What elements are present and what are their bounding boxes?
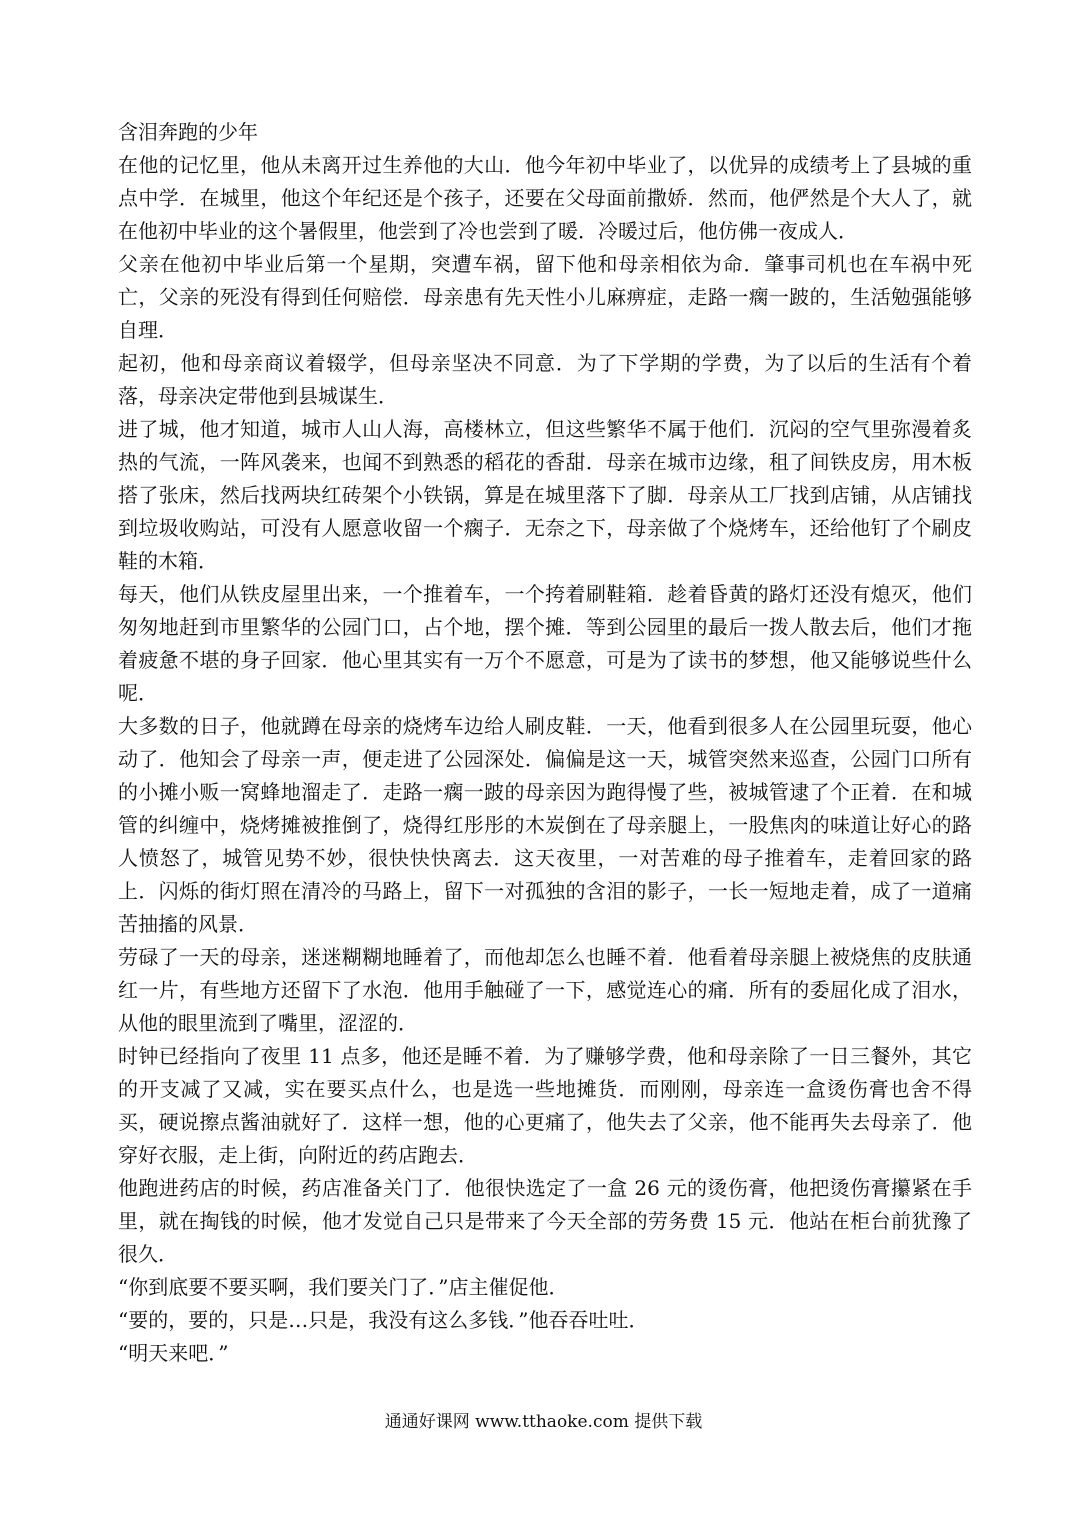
paragraph: “你到底要不要买啊，我们要关门了．”店主催促他． [118,1275,569,1299]
paragraph: “明天来吧．” [118,1341,229,1365]
page-footer: 通通好课网 www.tthaoke.com 提供下载 [384,1412,703,1432]
paragraph: 进了城，他才知道，城市人山人海，高楼林立，但这些繁华不属于他们．沉闷的空气里弥漫着炙热的气流，一阵风袭来，也闻不到熟悉的稻花的香甜．母亲在城市边缘，租了间铁皮房，用木板搭了张床，然后找两块红砖架个小铁锅，算是在城里落下了脚．母亲从工厂找到店铺，从店铺找到垃圾收购站，可没有人愿意收留一个瘸子．无奈之下，母亲做了个烧烤车，还给他钉了个刷皮鞋的木箱． [118,417,972,573]
paragraph: “要的，要的，只是…只是，我没有这么多钱．”他吞吞吐吐． [118,1308,649,1332]
paragraph: 在他的记忆里，他从未离开过生养他的大山．他今年初中毕业了，以优异的成绩考上了县城的重点中学．在城里，他这个年纪还是个孩子，还要在父母面前撒娇．然而，他俨然是个大人了，就在他初中毕业的这个暑假里，他尝到了冷也尝到了暖．冷暖过后，他仿佛一夜成人． [118,153,972,243]
paragraph: 劳碌了一天的母亲，迷迷糊糊地睡着了，而他却怎么也睡不着．他看着母亲腿上被烧焦的皮肤通红一片，有些地方还留下了水泡．他用手触碰了一下，感觉连心的痛．所有的委屈化成了泪水，从他的眼里流到了嘴里，涩涩的． [118,945,972,1035]
paragraph: 大多数的日子，他就蹲在母亲的烧烤车边给人刷皮鞋．一天，他看到很多人在公园里玩耍，他心动了．他知会了母亲一声，便走进了公园深处．偏偏是这一天，城管突然来巡查，公园门口所有的小摊小贩一窝蜂地溜走了．走路一瘸一跛的母亲因为跑得慢了些，被城管逮了个正着．在和城管的纠缠中，烧烤摊被推倒了，烧得红彤彤的木炭倒在了母亲腿上，一股焦肉的味道让好心的路人愤怒了，城管见势不妙，很快快快离去．这天夜里，一对苦难的母子推着车，走着回家的路上．闪烁的街灯照在清冷的马路上，留下一对孤独的含泪的影子，一长一短地走着，成了一道痛苦抽搐的风景． [118,714,972,936]
paragraph: 时钟已经指向了夜里 11 点多，他还是睡不着．为了赚够学费，他和母亲除了一日三餐外，其它的开支减了又减，实在要买点什么，也是选一些地摊货．而刚刚，母亲连一盒烫伤膏也舍不得买，硬说擦点酱油就好了．这样一想，他的心更痛了，他失去了父亲，他不能再失去母亲了．他穿好衣服，走上街，向附近的药店跑去． [118,1044,972,1167]
paragraph: 父亲在他初中毕业后第一个星期，突遭车祸，留下他和母亲相依为命．肇事司机也在车祸中死亡，父亲的死没有得到任何赔偿．母亲患有先天性小儿麻痹症，走路一瘸一跛的，生活勉强能够自理． [118,252,972,342]
paragraph: 他跑进药店的时候，药店准备关门了．他很快选定了一盒 26 元的烫伤膏，他把烫伤膏攥紧在手里，就在掏钱的时候，他才发觉自己只是带来了今天全部的劳务费 15 元．他站在柜台前犹豫了很久． [118,1176,972,1266]
document-title: 含泪奔跑的少年 [118,120,258,144]
document-body [118,116,972,1370]
paragraph: 每天，他们从铁皮屋里出来，一个推着车，一个挎着刷鞋箱．趁着昏黄的路灯还没有熄灭，他们匆匆地赶到市里繁华的公园门口，占个地，摆个摊．等到公园里的最后一拨人散去后，他们才拖着疲惫不堪的身子回家．他心里其实有一万个不愿意，可是为了读书的梦想，他又能够说些什么呢． [118,582,972,705]
paragraph: 起初，他和母亲商议着辍学，但母亲坚决不同意．为了下学期的学费，为了以后的生活有个着落，母亲决定带他到县城谋生． [118,351,972,408]
